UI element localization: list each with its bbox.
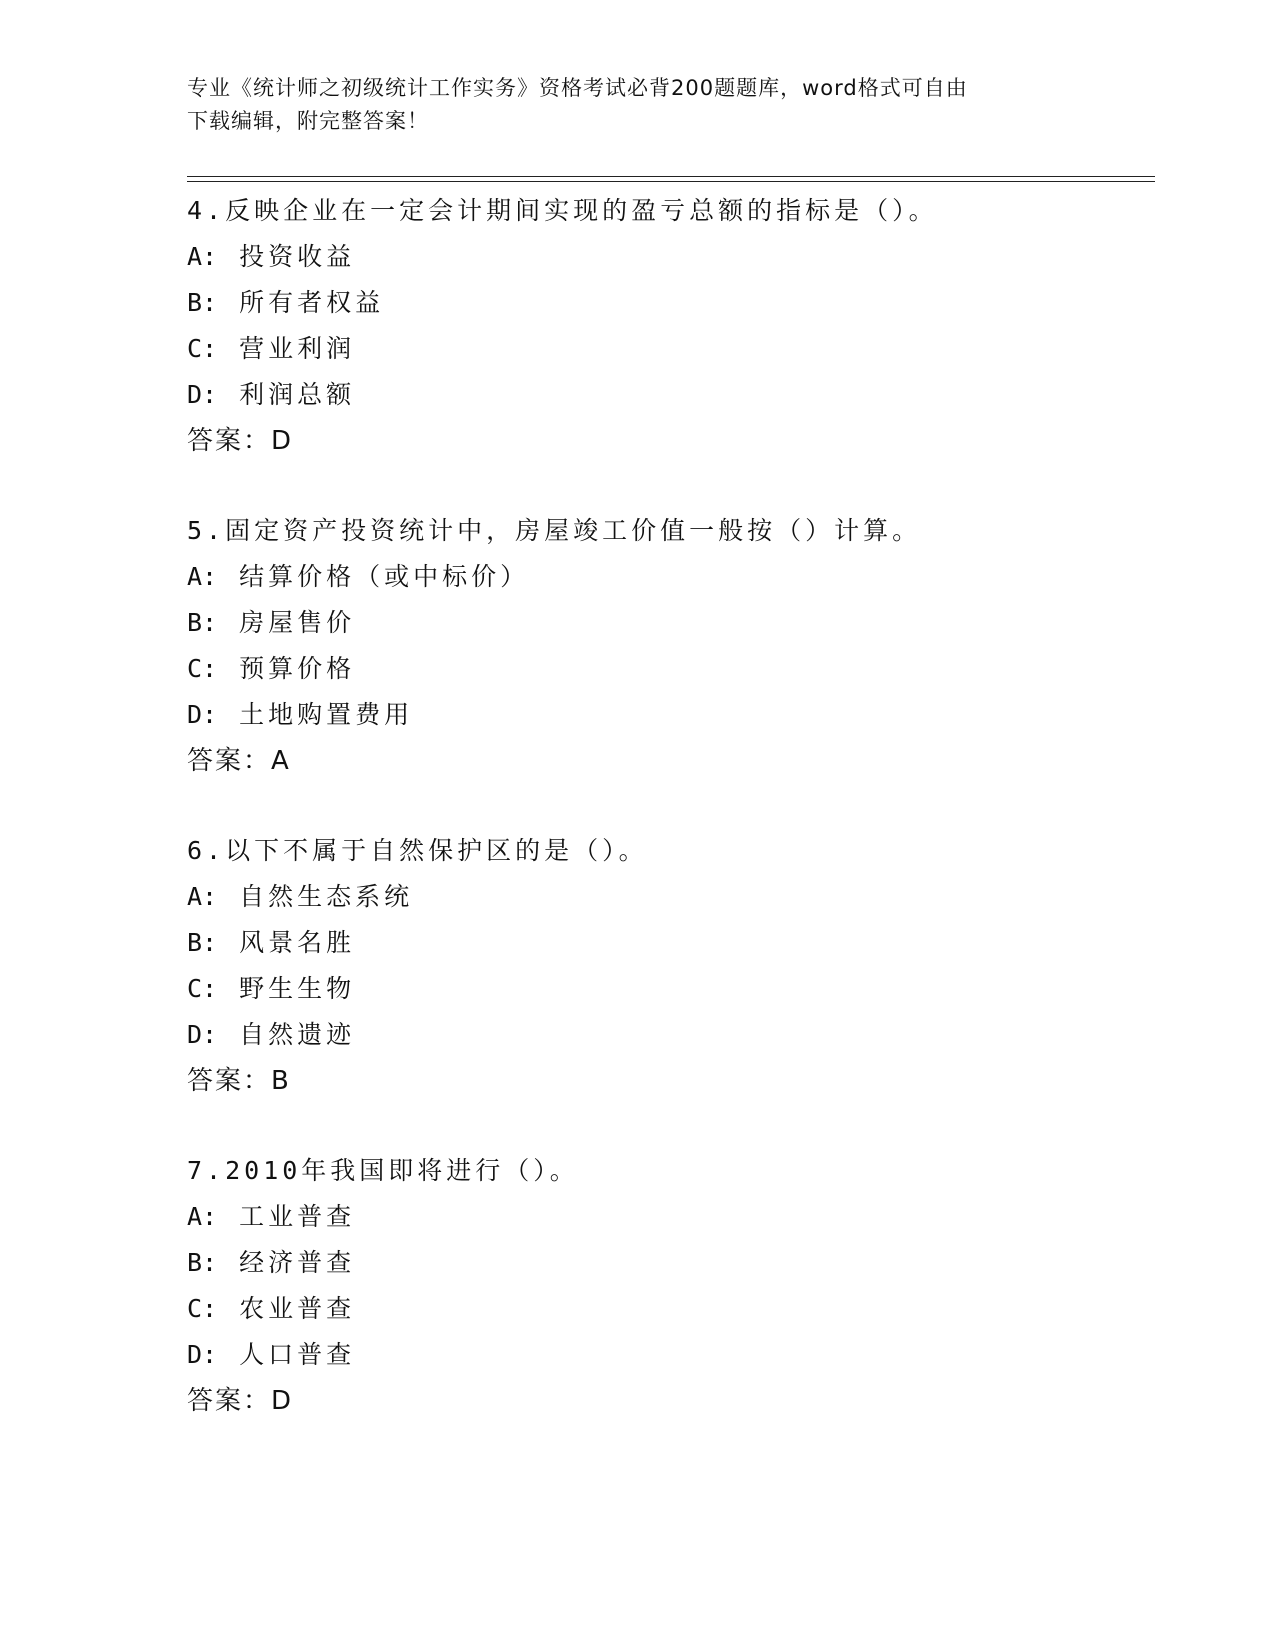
option-key: C: — [187, 654, 218, 683]
option-text: 利润总额 — [239, 380, 356, 409]
option-key: D: — [187, 700, 218, 729]
option-key: B: — [187, 928, 218, 957]
option-a — [187, 234, 1147, 280]
option-text: 经济普查 — [239, 1248, 356, 1277]
option-key: C: — [187, 334, 218, 363]
option-key: C: — [187, 974, 218, 1003]
option-a — [187, 554, 1147, 600]
option-key: D: — [187, 1340, 218, 1369]
option-d — [187, 372, 1147, 418]
option-key: D: — [187, 1020, 218, 1049]
answer-line: 答案：D — [187, 1386, 294, 1416]
question-stem: 6.以下不属于自然保护区的是（）。 — [187, 836, 648, 865]
header-divider-bottom — [187, 181, 1155, 182]
option-a — [187, 1194, 1147, 1240]
option-key: B: — [187, 288, 218, 317]
option-b — [187, 280, 1147, 326]
option-key: A: — [187, 242, 218, 271]
option-text: 自然遗迹 — [239, 1020, 356, 1049]
option-text: 结算价格（或中标价） — [239, 562, 530, 591]
option-c — [187, 966, 1147, 1012]
option-key: C: — [187, 1294, 218, 1323]
document-header — [187, 72, 1067, 138]
option-key: B: — [187, 608, 218, 637]
option-text: 工业普查 — [239, 1202, 356, 1231]
header-line-1: 专业《统计师之初级统计工作实务》资格考试必背200题题库，word格式可自由 — [187, 76, 968, 100]
question-block — [187, 828, 1147, 1104]
header-divider-top — [187, 176, 1155, 177]
option-c — [187, 326, 1147, 372]
option-text: 野生生物 — [239, 974, 356, 1003]
question-stem: 4.反映企业在一定会计期间实现的盈亏总额的指标是（）。 — [187, 196, 938, 225]
option-text: 投资收益 — [239, 242, 356, 271]
option-key: A: — [187, 1202, 218, 1231]
option-text: 农业普查 — [239, 1294, 356, 1323]
option-a — [187, 874, 1147, 920]
option-key: B: — [187, 1248, 218, 1277]
option-b — [187, 600, 1147, 646]
option-text: 自然生态系统 — [239, 882, 414, 911]
answer-line: 答案：D — [187, 426, 294, 456]
option-key: A: — [187, 882, 218, 911]
option-text: 人口普查 — [239, 1340, 356, 1369]
option-text: 所有者权益 — [239, 288, 385, 317]
option-key: A: — [187, 562, 218, 591]
option-d — [187, 692, 1147, 738]
answer-line: 答案：B — [187, 1066, 291, 1096]
option-d — [187, 1012, 1147, 1058]
option-text: 营业利润 — [239, 334, 356, 363]
header-line-2: 下载编辑，附完整答案！ — [187, 109, 429, 133]
option-text: 预算价格 — [239, 654, 356, 683]
option-c — [187, 1286, 1147, 1332]
question-block — [187, 508, 1147, 784]
option-text: 土地购置费用 — [239, 700, 414, 729]
answer-line: 答案：A — [187, 746, 291, 776]
question-stem: 5.固定资产投资统计中，房屋竣工价值一般按（）计算。 — [187, 516, 922, 545]
question-block — [187, 188, 1147, 464]
option-b — [187, 920, 1147, 966]
option-key: D: — [187, 380, 218, 409]
option-text: 房屋售价 — [239, 608, 356, 637]
question-stem: 7.2010年我国即将进行（）。 — [187, 1156, 579, 1185]
option-c — [187, 646, 1147, 692]
option-d — [187, 1332, 1147, 1378]
option-b — [187, 1240, 1147, 1286]
question-block — [187, 1148, 1147, 1424]
option-text: 风景名胜 — [239, 928, 356, 957]
